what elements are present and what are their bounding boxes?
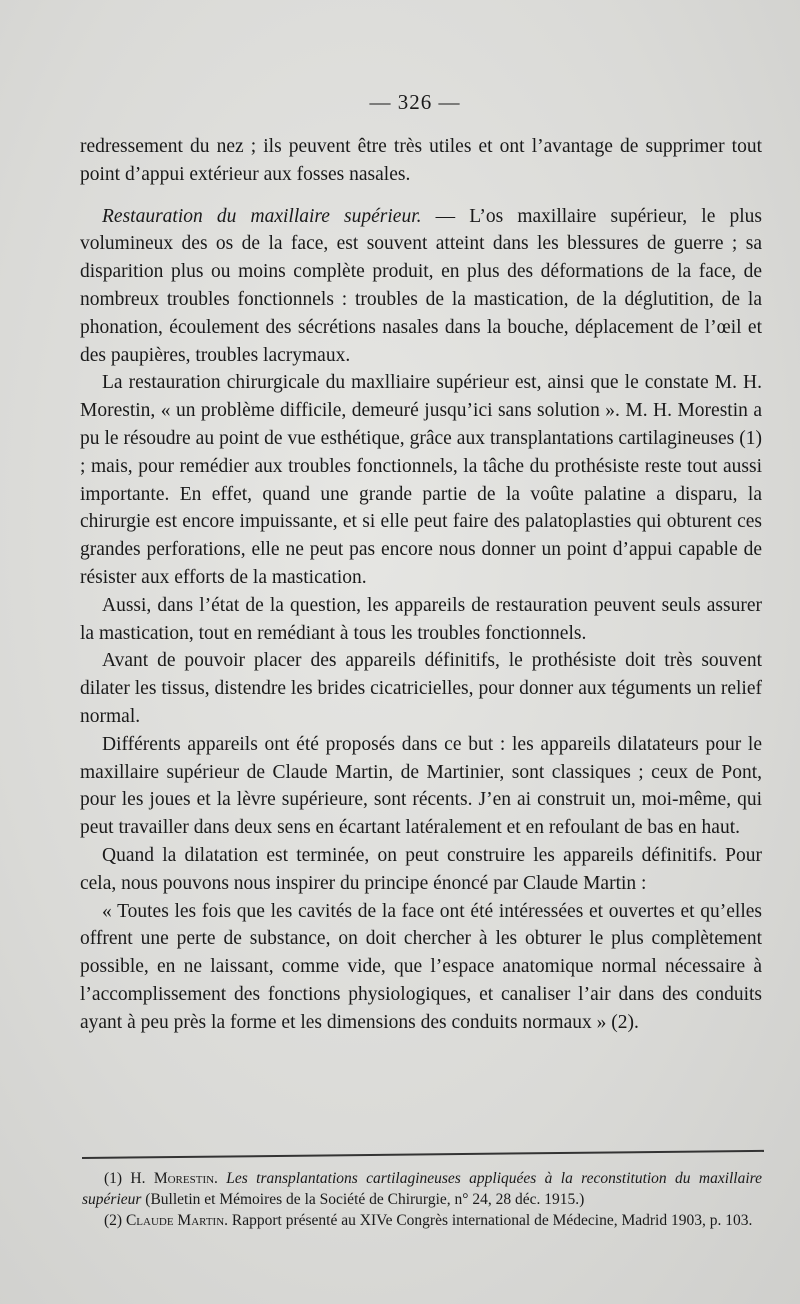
footnote-source: Rapport présenté au XIVe Congrès international de Médecine, Madrid 1903, p. 103. [231, 1212, 753, 1229]
footnote [82, 1210, 762, 1231]
paragraph: Avant de pouvoir placer des appareils définitifs, le prothésiste doit très souvent dilater les tissus, distendre les brides cicatricielles, pour donner aux téguments un relief normal. [80, 650, 762, 727]
paragraph: redressement du nez ; ils peuvent être très utiles et ont l’avantage de supprimer tout point d’appui extérieur aux fosses nasales. [80, 136, 762, 185]
page-number: — 326 — [369, 90, 461, 114]
paragraph: Aussi, dans l’état de la question, les appareils de restauration peuvent seuls assurer la mastication, tout en remédiant à tous les troubles fonctionnels. [80, 594, 762, 644]
paragraph-text: L’os maxillaire supérieur, le plus volumineux des os de la face, est souvent atteint dans les blessures de guerre ; sa disparition plus ou moins complète produit, en plus des déformations de la face, de nombreux troubles fonctionnels : troubles de la mastication, de la déglutition, de la phonation, écoulement des sécrétions nasales dans la bouche, déplacement de l’œil et des paupières, troubles lacrymaux. [80, 205, 762, 366]
footnote-title: Les transplantations cartilagineuses appliquées à la reconstitution du maxillaire supérieur [82, 1170, 763, 1208]
paragraph: La restauration chirurgicale du maxlliaire supérieur est, ainsi que le constate M. H. Morestin, « un problème difficile, demeuré jusqu’ici sans solution ». M. H. Morestin a pu le résoudre au point de vue esthétique, grâce aux transplantations cartilagineuses (1) ; mais, pour remédier aux troubles fonctionnels, la tâche du prothésiste reste tout aussi importante. En effet, quand une grande partie de la voûte palatine a disparu, la chirurgie est encore impuissante, et si elle peut faire des palatoplasties qui obturent ces grandes perforations, elle ne peut pas encore nous donner un point d’appui capable de résister aux efforts de la mastication. [80, 372, 762, 588]
footnote-author: H. Morestin. [130, 1170, 218, 1187]
section-dash: — [421, 205, 470, 227]
footnote [82, 1168, 762, 1210]
paragraph: Différents appareils ont été proposés dans ce but : les appareils dilatateurs pour le maxillaire supérieur de Claude Martin, de Martinier, sont classiques ; ceux de Pont, pour les joues et la lèvre supérieure, sont récents. J’en ai construit un, moi-même, qui peut travailler dans deux sens en écartant latéralement et en refoulant de bas en haut. [80, 733, 762, 839]
section-title: Restauration du maxillaire supérieur. [102, 205, 422, 227]
footnotes [82, 1168, 762, 1231]
footnote-author: Claude Martin. [125, 1212, 229, 1229]
body-text [80, 133, 762, 1037]
footnote-marker: (1) [104, 1170, 123, 1187]
quotation-paragraph: « Toutes les fois que les cavités de la face ont été intéressées et ouvertes et qu’elles offrent une perte de substance, on doit chercher à les obturer le plus complètement possible, en ne laissant, comme vide, que l’espace anatomique normal nécessaire à l’accomplissement des fonctions physiologiques, et canaliser l’air dans des conduits ayant à peu près la forme et les dimensions des conduits normaux » (2). [80, 900, 762, 1033]
section-paragraph [80, 203, 762, 370]
footnote-marker: (2) [104, 1212, 123, 1229]
footnote-source: (Bulletin et Mémoires de la Société de Chirurgie, n° 24, 28 déc. 1915.) [145, 1191, 585, 1208]
footnote-rule [82, 1150, 764, 1159]
paragraph: Quand la dilatation est terminée, on peut construire les appareils définitifs. Pour cela, nous pouvons nous inspirer du principe énoncé par Claude Martin : [80, 844, 762, 894]
